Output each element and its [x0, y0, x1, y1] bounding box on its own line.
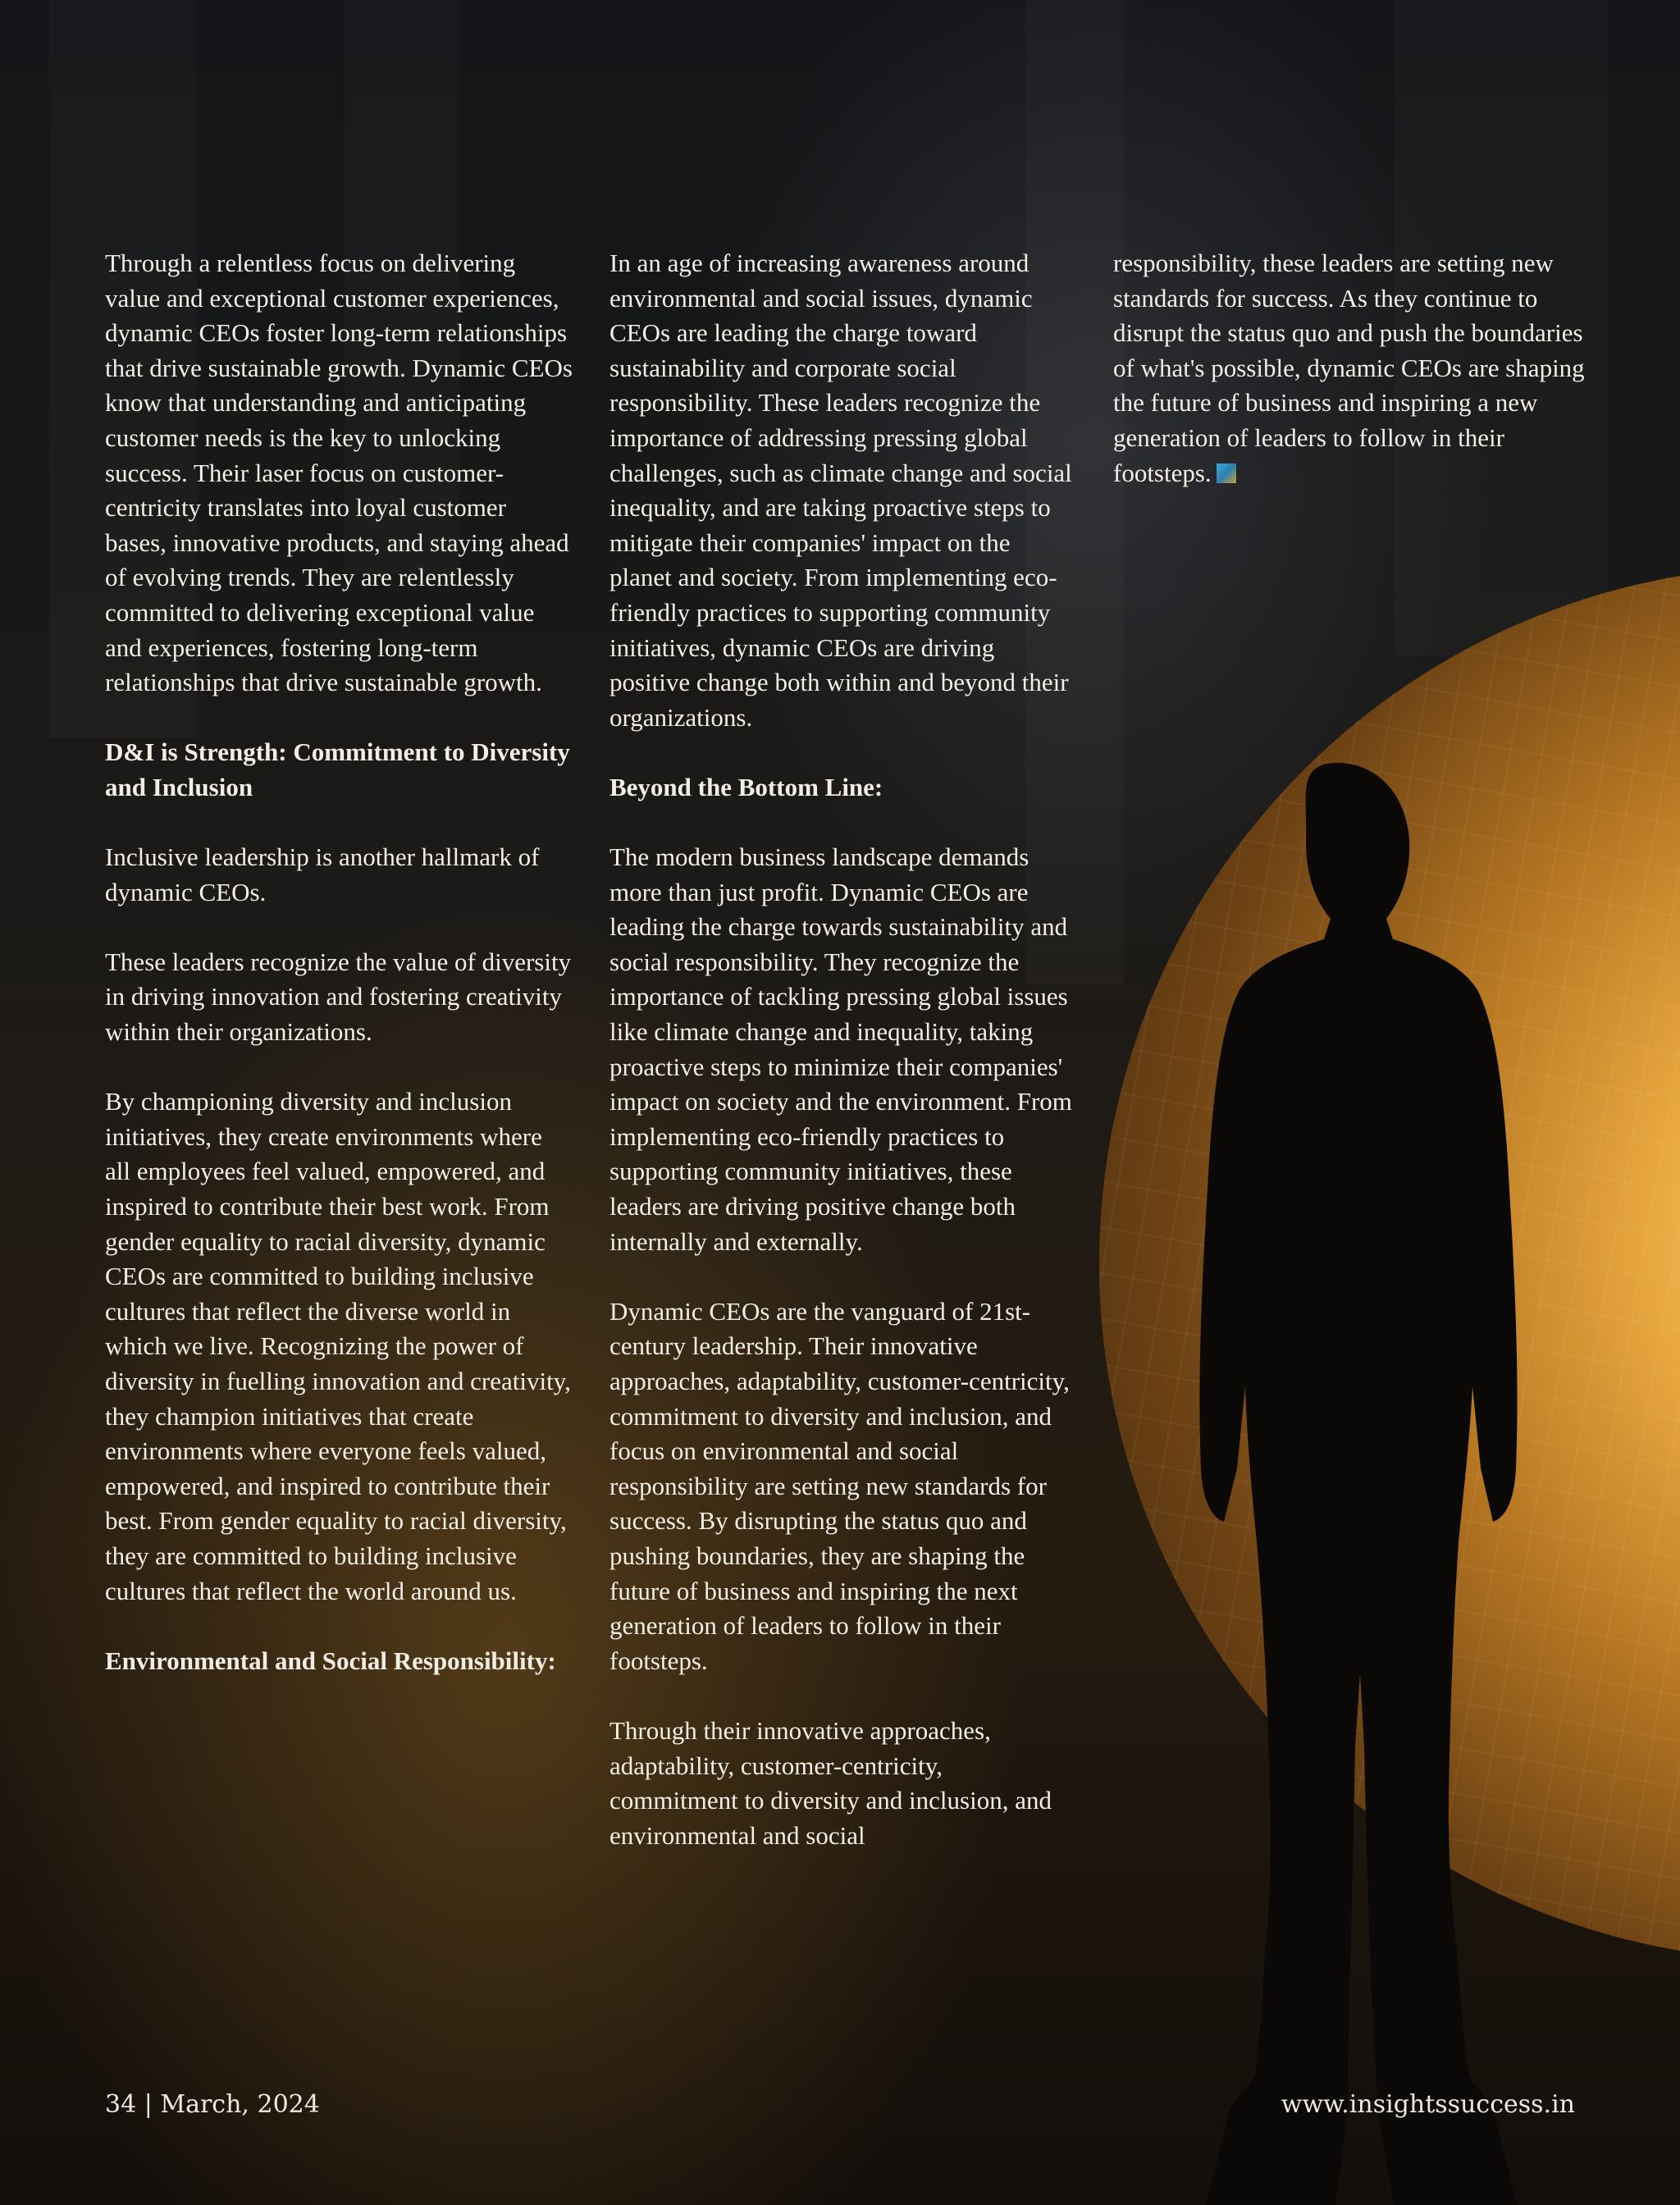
section-heading: Beyond the Bottom Line:: [609, 772, 883, 801]
body-paragraph: Through a relentless focus on delivering value and exceptional customer experiences, dynamic CEOs foster long-term relationships that drive sustainable growth. Dynamic CEOs know that understanding and anticipating customer needs is the key to unlocking success. Their laser focus on customer-centricity translates into loyal customer bases, innovative products, and staying ahead of evolving trends. They are relentlessly committed to delivering exceptional value and experiences, fostering long-term relationships that drive sustainable growth.: [105, 249, 573, 697]
section-heading: Environmental and Social Responsibility:: [105, 1646, 556, 1675]
body-paragraph: These leaders recognize the value of diversity in driving innovation and fostering creativity within their organizations.: [105, 947, 572, 1047]
article-end-icon: [1217, 463, 1236, 483]
body-paragraph: Through their innovative approaches, adaptability, customer-centricity, commitment to diversity and inclusion, and environmental and social: [609, 1715, 1052, 1850]
text-column-3: [1113, 246, 1589, 526]
section-heading: D&I is Strength: Commitment to Diversity and Inclusion: [105, 737, 570, 801]
text-column-1: [105, 246, 573, 1714]
body-paragraph: The modern business landscape demands more than just profit. Dynamic CEOs are leading the charge towards sustainability and social responsibility. They recognize the importance of tackling pressing global issues like climate change and inequality, taking proactive steps to minimize their companies' impact on society and the environment. From implementing eco-friendly practices to supporting community initiatives, these leaders are driving positive change both internally and externally.: [609, 842, 1072, 1256]
text-column-2: [609, 246, 1077, 1888]
man-silhouette-image: [1132, 763, 1591, 2205]
body-paragraph: [1113, 246, 1589, 491]
website-link[interactable]: www.insightssuccess.in: [1281, 2090, 1575, 2119]
body-paragraph: By championing diversity and inclusion initiatives, they create environments where all employees feel valued, empowered, and inspired to contribute their best work. From gender equality to racial diversity, dynamic CEOs are committed to building inclusive cultures that reflect the diverse world in which we live. Recognizing the power of diversity in fuelling innovation and creativity, they champion initiatives that create environments where everyone feels valued, empowered, and inspired to contribute their best. From gender equality to racial diversity, they are committed to building inclusive cultures that reflect the world around us.: [105, 1087, 571, 1605]
body-paragraph: Inclusive leadership is another hallmark of dynamic CEOs.: [105, 842, 540, 906]
page-folio: 34 | March, 2024: [105, 2090, 320, 2119]
closing-paragraph-text: responsibility, these leaders are setting new standards for success. As they continue to disrupt the status quo and push the boundaries of what's possible, dynamic CEOs are shaping the future of business and inspiring a new generation of leaders to follow in their footsteps.: [1113, 249, 1585, 487]
body-paragraph: In an age of increasing awareness around environmental and social issues, dynamic CEOs are leading the charge toward sustainability and corporate social responsibility. These leaders recognize the importance of addressing pressing global challenges, such as climate change and social inequality, and are taking proactive steps to mitigate their companies' impact on the planet and society. From implementing eco-friendly practices to supporting community initiatives, dynamic CEOs are driving positive change both within and beyond their organizations.: [609, 249, 1072, 732]
body-paragraph: Dynamic CEOs are the vanguard of 21st-century leadership. Their innovative approaches, adaptability, customer-centricity, commitment to diversity and inclusion, and focus on environmental and social responsibility are setting new standards for success. By disrupting the status quo and pushing boundaries, they are shaping the future of business and inspiring the next generation of leaders to follow in their footsteps.: [609, 1296, 1070, 1675]
